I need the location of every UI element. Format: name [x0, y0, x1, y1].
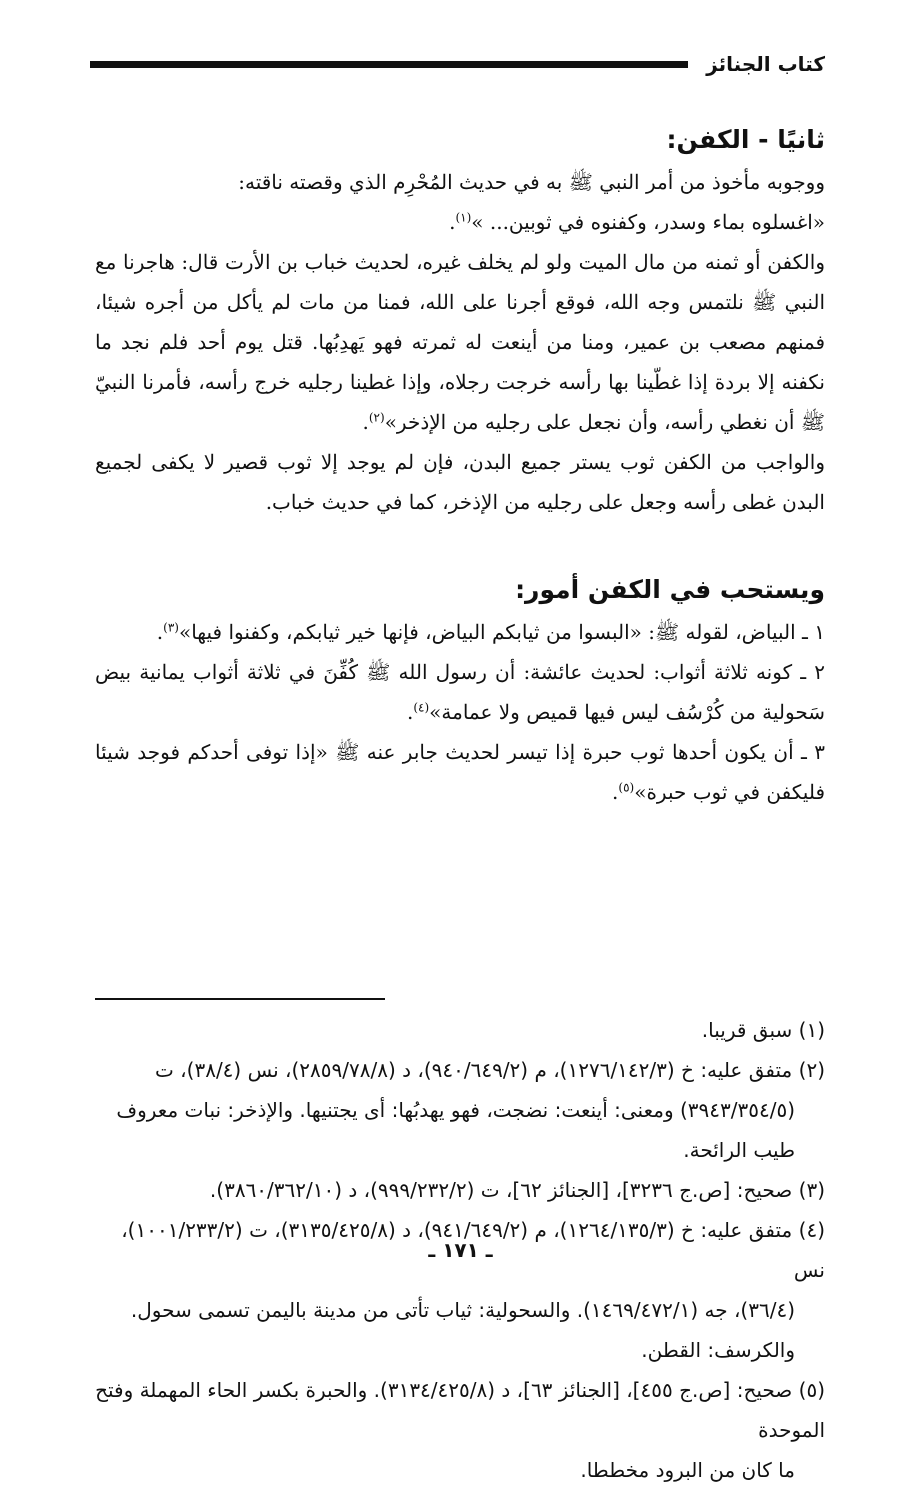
list-item-white: ١ ـ البياض، لقوله ﷺ: «البسوا من ثيابكم البياض، فإنها خير ثيابكم، وكفنوا فيها»$^{(٣)}$.: [156, 620, 825, 644]
paragraph-khabbab: والكفن أو ثمنه من مال الميت ولو لم يخلف غيره، لحديث خباب بن الأرت قال: هاجرنا مع النبي ﷺ نلتمس وجه الله، فوقع أجرنا على الله، فمنا من مات لم يأكل من أجره شيئا، فمنهم مصعب بن عمير، ومنا من أينعت له ثمرته فهو يَهدِبُها. قتل يوم أحد فلم نجد ما نكفنه إلا بردة إذا غطّينا بها رأسه خرجت رجلاه، وإذا غطينا رجليه خرج رأسه، فأمرنا النبيّ ﷺ أن نغطي رأسه، وأن نجعل على رجليه من الإذخر»$^{(٢)}$.: [95, 250, 825, 434]
page-number: ـ ١٧١ ـ: [428, 1238, 493, 1262]
footnote-4: [90, 1210, 825, 1370]
header-rule: [90, 61, 688, 68]
footnote-ref: (١): [455, 210, 472, 225]
footnote-line: (٥) صحيح: [ص.ج ٤٥٥]، [الجنائز ٦٣]، د (٣١٣٤/٤٢٥/٨). والحبرة بكسر الحاء المهملة وفتح الموحدة: [95, 1378, 825, 1442]
footnote-ref: (٤): [413, 700, 430, 715]
list-item-three-garments: ٢ ـ كونه ثلاثة أثواب: لحديث عائشة: أن رسول الله ﷺ كُفِّنَ في ثلاثة أثواب يمانية بيض سَحولية من كُرْسُف ليس فيها قميص ولا عمامة»$^{(٤)}$.: [95, 660, 825, 724]
paragraph-text: والكفن أو ثمنه من مال الميت ولو لم يخلف غيره، لحديث خباب بن الأرت قال: هاجرنا مع النبي ﷺ نلتمس وجه الله، فوقع أجرنا على الله، فمنا من مات لم يأكل من أجره شيئا، فمنهم مصعب بن عمير، ومنا من أينعت له ثمرته فهو يَهدِبُها. قتل يوم أحد فلم نجد ما نكفنه إلا بردة إذا غطّينا بها رأسه خرجت رجلاه، وإذا غطينا رجليه خرج رأسه، فأمرنا النبيّ ﷺ أن نغطي رأسه، وأن نجعل على رجليه من الإذخر»: [95, 250, 825, 434]
main-text: [95, 118, 825, 812]
paragraph-obligatory-shroud: [95, 442, 825, 522]
list-item-hibara: ٣ ـ أن يكون أحدها ثوب حبرة إذا تيسر لحديث جابر عنه ﷺ «إذا توفى أحدكم فوجد شيئا فليكفن في ثوب حبرة»$^{(٥)}$.: [95, 740, 825, 804]
footnote-ref: (٥): [618, 780, 635, 795]
footnote-line: (٣٩٤٣/٣٥٤/٥) ومعنى: أينعت: نضجت، فهو يهدبُها: أى يجتنيها. والإذخر: نبات معروف طيب الرائحة.: [116, 1098, 795, 1162]
footnote-separator: [95, 998, 385, 1000]
paragraph-hadith-wash: «اغسلوه بماء وسدر، وكفنوه في ثوبين... »$^{(١)}$.: [449, 210, 825, 234]
section-heading-recommended: ويستحب في الكفن أمور:: [515, 575, 825, 604]
footnote-ref: (٣): [163, 620, 179, 635]
footnote-line: (٤) متفق عليه: خ (١٢٦٤/١٣٥/٣)، م (٩٤١/٦٤٩/٢)، د (٣١٣٥/٤٢٥/٨)، ت (١٠٠١/٢٣٣/٢)، نس: [121, 1218, 825, 1282]
page-header: [90, 44, 825, 84]
list-item-text: ١ ـ البياض، لقوله ﷺ: «البسوا من ثيابكم البياض، فإنها خير ثيابكم، وكفنوا فيها»: [178, 620, 825, 644]
footnote-5: [90, 1370, 825, 1490]
footnote-2: [90, 1050, 825, 1170]
paragraph-obligation: [95, 162, 825, 202]
running-title: كتاب الجنائز: [706, 52, 825, 76]
footnote-3: (٣) صحيح: [ص.ج ٣٢٣٦]، [الجنائز ٦٢]، ت (٩٩٩/٢٣٢/٢)، د (٣٨٦٠/٣٦٢/١٠).: [209, 1178, 825, 1202]
paragraph-text: والواجب من الكفن ثوب يستر جميع البدن، فإن لم يوجد إلا ثوب قصير لا يكفى لجميع البدن غطى رأسه وجعل على رجليه من الإذخر، كما في حديث خباب.: [95, 450, 825, 514]
footnote-1: (١) سبق قريبا.: [701, 1018, 825, 1042]
footnote-ref: (٢): [368, 410, 385, 425]
list-item-text: ٢ ـ كونه ثلاثة أثواب: لحديث عائشة: أن رسول الله ﷺ كُفِّنَ في ثلاثة أثواب يمانية بيض سَحولية من كُرْسُف ليس فيها قميص ولا عمامة»: [95, 660, 825, 724]
paragraph-text: «اغسلوه بماء وسدر، وكفنوه في ثوبين... »: [471, 210, 825, 234]
footnote-line: (٢) متفق عليه: خ (١٢٧٦/١٤٢/٣)، م (٩٤٠/٦٤٩/٢)، د (٢٨٥٩/٧٨/٨)، نس (٣٨/٤)، ت: [155, 1058, 825, 1082]
list-item-text: ٣ ـ أن يكون أحدها ثوب حبرة إذا تيسر لحديث جابر عنه ﷺ «إذا توفى أحدكم فوجد شيئا فليكفن في ثوب حبرة»: [95, 740, 825, 804]
section-heading-shroud: ثانيًا - الكفن:: [666, 125, 825, 154]
footnote-line: ما كان من البرود مخططا.: [580, 1458, 795, 1482]
paragraph-text: ووجوبه مأخوذ من أمر النبي ﷺ به في حديث المُحْرِم الذي وقصته ناقته:: [238, 170, 825, 194]
footnote-line: (٣٦/٤)، جه (١٤٦٩/٤٧٢/١). والسحولية: ثياب تأتى من مدينة باليمن تسمى سحول. والكرسف: القطن.: [130, 1298, 795, 1362]
